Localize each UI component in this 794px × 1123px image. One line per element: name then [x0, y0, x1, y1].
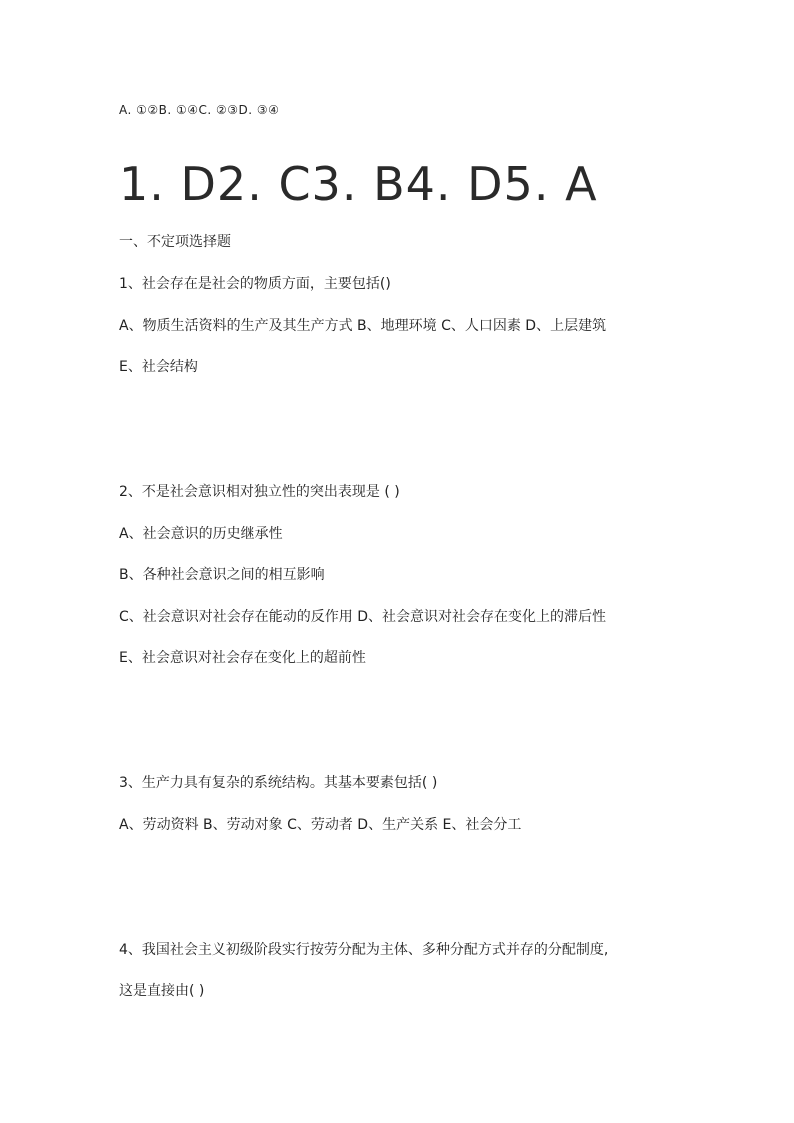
question-2-options-cd: C、社会意识对社会存在能动的反作用 D、社会意识对社会存在变化上的滞后性 [119, 609, 607, 625]
question-1-option-e: E、社会结构 [119, 359, 198, 375]
answer-key: 1. D2. C3. B4. D5. A [119, 157, 598, 211]
question-2-option-b: B、各种社会意识之间的相互影响 [119, 567, 325, 583]
question-4-text-line-2: 这是直接由( ) [119, 983, 205, 999]
section-heading: 一、不定项选择题 [119, 234, 231, 250]
question-1-text: 1、社会存在是社会的物质方面，主要包括() [119, 276, 391, 292]
question-2-text: 2、不是社会意识相对独立性的突出表现是 ( ) [119, 484, 400, 500]
question-2-option-a: A、社会意识的历史继承性 [119, 526, 283, 542]
previous-answer-options: A. ①②B. ①④C. ②③D. ③④ [119, 103, 280, 117]
question-4-text-line-1: 4、我国社会主义初级阶段实行按劳分配为主体、多种分配方式并存的分配制度, [119, 942, 609, 958]
question-2-option-e: E、社会意识对社会存在变化上的超前性 [119, 650, 366, 666]
question-1-options: A、物质生活资料的生产及其生产方式 B、地理环境 C、人口因素 D、上层建筑 [119, 318, 607, 334]
question-3-options: A、劳动资料 B、劳动对象 C、劳动者 D、生产关系 E、社会分工 [119, 817, 522, 833]
question-3-text: 3、生产力具有复杂的系统结构。其基本要素包括( ) [119, 775, 438, 791]
